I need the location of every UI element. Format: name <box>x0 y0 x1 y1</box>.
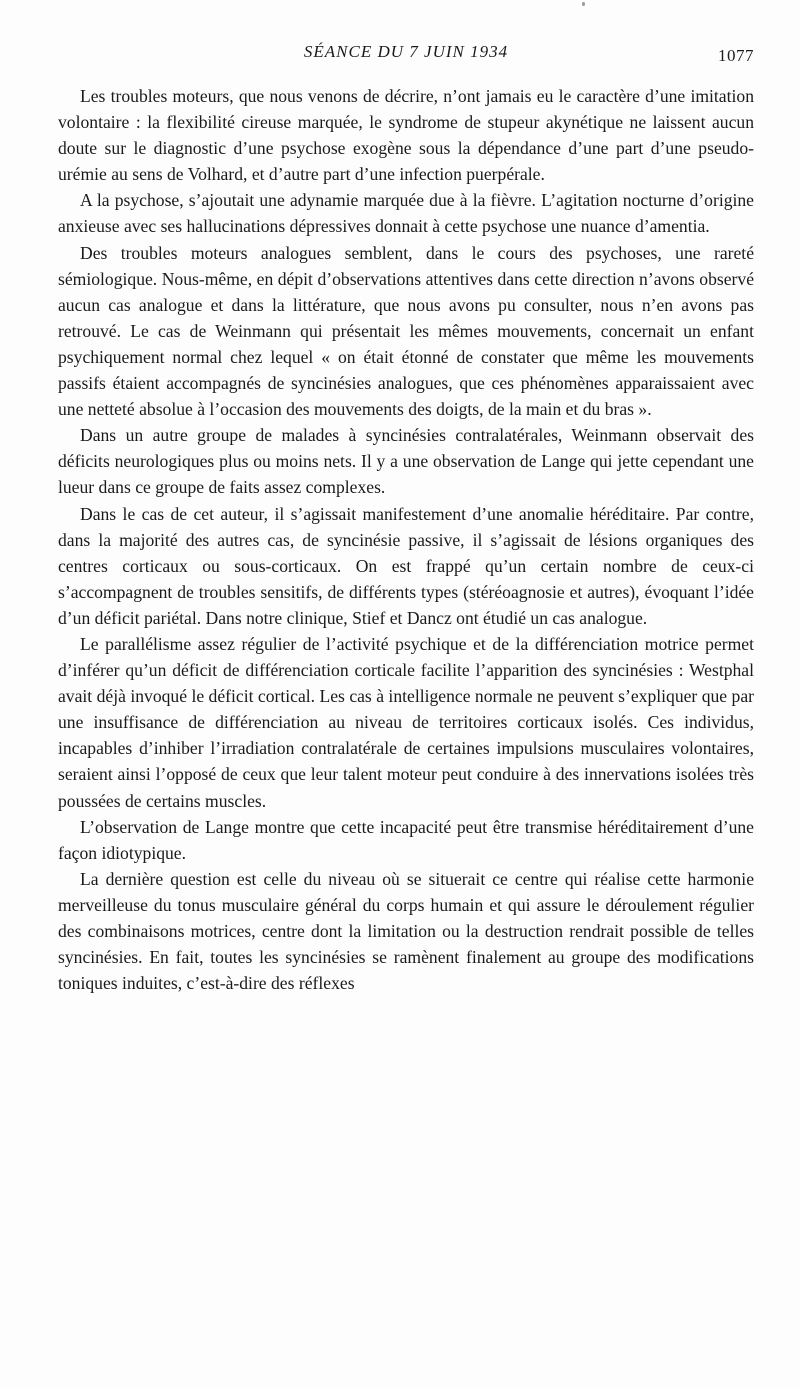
paragraph-7: L’observation de Lange montre que cette incapacité peut être transmise héréditairement d’une façon idiotypique. <box>58 816 754 863</box>
paragraph-4: Dans un autre groupe de malades à syncinésies contralatérales, Weinmann observait des déficits neurologiques plus ou moins nets. Il y a une observation de Lange qui jette cependant une lueur dans ce groupe de faits assez complexes. <box>58 425 754 498</box>
page-header <box>58 42 754 66</box>
body-text <box>58 83 754 996</box>
running-head: SÉANCE DU 7 JUIN 1934 <box>303 42 509 61</box>
paragraph-6: Le parallélisme assez régulier de l’activité psychique et de la différenciation motrice permet d’inférer qu’un déficit de différenciation corticale facilite l’apparition des syncinésies : Westphal avait déjà invoqué le déficit cortical. Les cas à intelligence normale ne peuvent s’expliquer que par une insuffisance de différenciation au niveau de territoires corticaux isolés. Ces individus, incapables d’inhiber l’irradiation contralatérale de certaines impulsions musculaires volontaires, seraient ainsi l’opposé de ceux que leur talent moteur peut conduire à des innervations isolées très poussées de certains muscles. <box>58 633 754 811</box>
print-speck <box>582 2 585 6</box>
paragraph-2: A la psychose, s’ajoutait une adynamie marquée due à la fièvre. L’agitation nocturne d’origine anxieuse avec ses hallucinations dépressives donnait à cette psychose une nuance d’amentia. <box>58 190 754 237</box>
page-number: 1077 <box>718 46 754 65</box>
paragraph-8: La dernière question est celle du niveau où se situerait ce centre qui réalise cette harmonie merveilleuse du tonus musculaire général du corps humain et qui assure le déroulement régulier des combinaisons motrices, centre dont la limitation ou la destruction rendrait possible de telles syncinésies. En fait, toutes les syncinésies se ramènent finalement au groupe des modifications toniques induites, c’est-à-dire des réflexes <box>58 868 754 994</box>
paragraph-5: Dans le cas de cet auteur, il s’agissait manifestement d’une anomalie héréditaire. Par contre, dans la majorité des autres cas, de syncinésie passive, il s’agissait de lésions organiques des centres corticaux ou sous-corticaux. On est frappé qu’un certain nombre de ceux-ci s’accompagnent de troubles sensitifs, de différents types (stéréoagnosie et autres), évoquant l’idée d’un déficit pariétal. Dans notre clinique, Stief et Dancz ont étudié un cas analogue. <box>58 503 754 628</box>
paragraph-1: Les troubles moteurs, que nous venons de décrire, n’ont jamais eu le caractère d’une imitation volontaire : la flexibilité cireuse marquée, le syndrome de stupeur akynétique ne laissent aucun doute sur le diagnostic d’une psychose exogène sous la dépendance d’une part d’une pseudo-urémie au sens de Volhard, et d’autre part d’une infection puerpérale. <box>58 86 754 185</box>
paragraph-3: Des troubles moteurs analogues semblent, dans le cours des psychoses, une rareté sémiologique. Nous-même, en dépit d’observations attentives dans cette direction n’avons observé aucun cas analogue et dans la littérature, que nous avons pu consulter, nous n’en avons pas retrouvé. Le cas de Weinmann qui présentait les mêmes mouvements, concernait un enfant psychiquement normal chez lequel « on était étonné de constater que même les mouvements passifs étaient accompagnés de syncinésies analogues, que ces phénomènes apparaissaient avec une netteté absolue à l’occasion des mouvements des doigts, de la main et du bras ». <box>58 242 754 420</box>
